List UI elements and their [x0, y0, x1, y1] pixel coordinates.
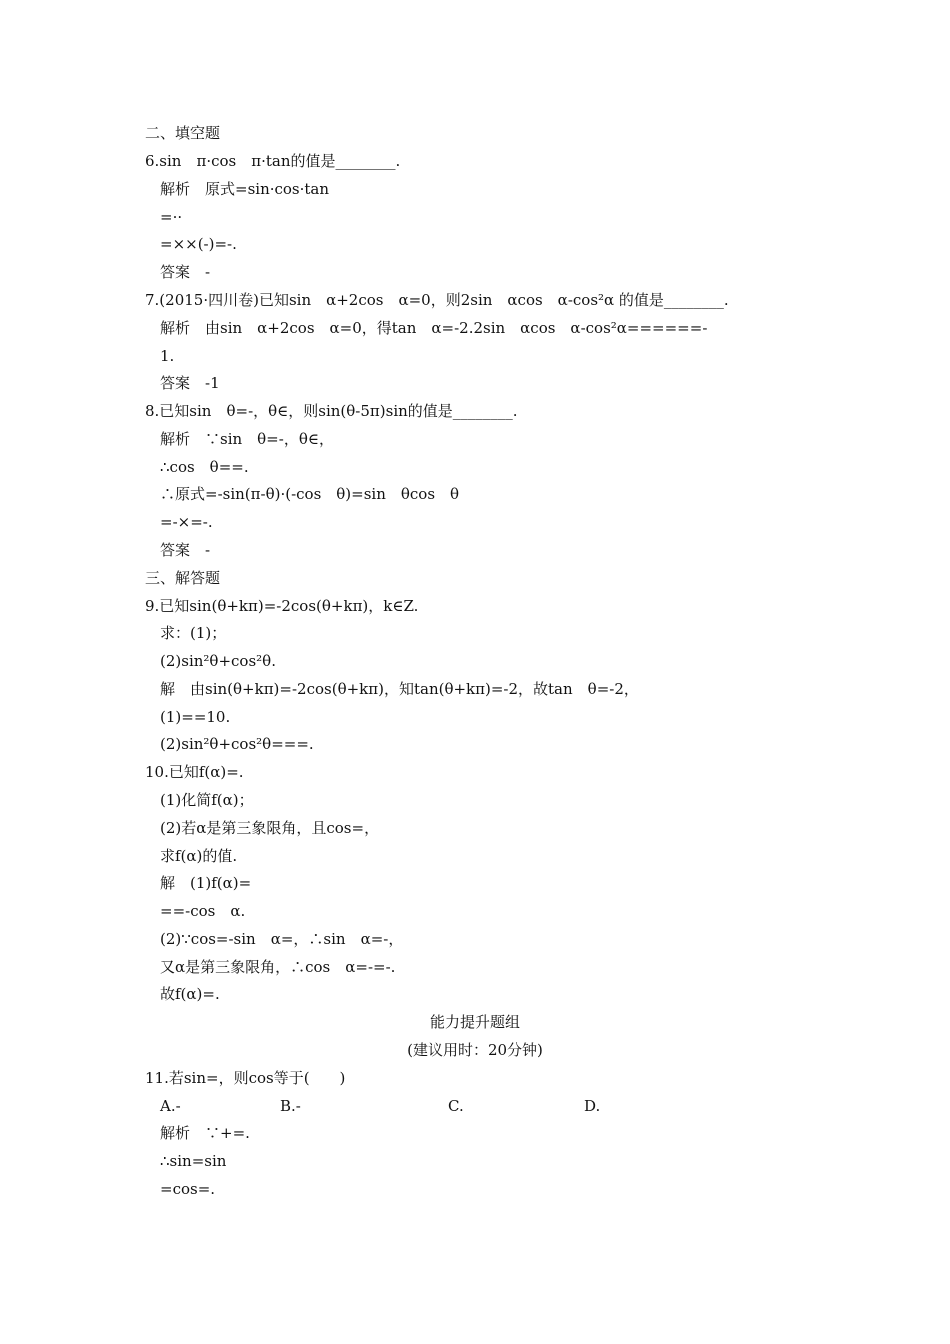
q11-step: =cos=.	[160, 1180, 216, 1198]
q11-analysis: 解析 ∵+=.	[160, 1124, 250, 1142]
q8-analysis: 解析 ∵sin θ=-，θ∈，	[160, 430, 334, 448]
q8-answer: 答案 -	[160, 541, 211, 559]
option-b: B.-	[280, 1097, 301, 1115]
option-c: C.	[448, 1097, 464, 1115]
question-7: 7.(2015·四川卷)已知sin α+2cos α=0，则2sin αcos α-cos²α 的值是________.	[145, 291, 729, 309]
q10-part: (2)若α是第三象限角，且cos=，	[160, 819, 380, 837]
section-heading-fill-blank: 二、填空题	[145, 124, 221, 142]
question-11: 11.若sin=，则cos等于( )	[145, 1069, 346, 1087]
q10-step: 故f(α)=.	[160, 985, 220, 1003]
q9-part: (2)sin²θ+cos²θ.	[160, 652, 276, 670]
q6-answer: 答案 -	[160, 263, 211, 281]
option-a: A.-	[160, 1097, 181, 1115]
q9-solution: 解 由sin(θ+kπ)=-2cos(θ+kπ)，知tan(θ+kπ)=-2，故tan θ=-2，	[160, 680, 639, 698]
question-9: 9.已知sin(θ+kπ)=-2cos(θ+kπ)，k∈Z.	[145, 597, 419, 615]
q8-step: ∴cos θ==.	[160, 458, 249, 476]
q7-answer: 答案 -1	[160, 374, 220, 392]
question-8: 8.已知sin θ=-，θ∈，则sin(θ-5π)sin的值是________.	[145, 402, 518, 420]
question-6: 6.sin π·cos π·tan的值是________.	[145, 152, 401, 170]
q7-analysis: 解析 由sin α+2cos α=0，得tan α=-2.2sin αcos α-cos²α======-	[160, 319, 708, 337]
q9-step: (1)==10.	[160, 708, 231, 726]
suggested-time: (建议用时：20分钟)	[407, 1041, 543, 1059]
q8-step: =-×=-.	[160, 513, 213, 531]
q9-step: (2)sin²θ+cos²θ===.	[160, 735, 314, 753]
option-d: D.	[584, 1097, 601, 1115]
q10-step: (2)∵cos=-sin α=，∴sin α=-，	[160, 930, 404, 948]
q10-solution: 解 (1)f(α)=	[160, 874, 252, 892]
q10-step: ==-cos α.	[160, 902, 246, 920]
q6-analysis: 解析 原式=sin·cos·tan	[160, 180, 330, 198]
question-10: 10.已知f(α)=.	[145, 763, 244, 781]
q6-step: =··	[160, 208, 183, 226]
q8-step: ∴原式=-sin(π-θ)·(-cos θ)=sin θcos θ	[160, 485, 460, 503]
q11-step: ∴sin=sin	[160, 1152, 227, 1170]
section-heading-ability: 能力提升题组	[429, 1013, 520, 1031]
q9-part: 求：(1)；	[160, 624, 227, 642]
q7-analysis-cont: 1.	[160, 347, 175, 365]
q10-step: 又α是第三象限角，∴cos α=-=-.	[160, 958, 396, 976]
q10-part: 求f(α)的值.	[160, 847, 238, 865]
section-heading-solve: 三、解答题	[145, 569, 221, 587]
q6-step: =××(-)=-.	[160, 235, 237, 253]
q10-part: (1)化简f(α)；	[160, 791, 254, 809]
